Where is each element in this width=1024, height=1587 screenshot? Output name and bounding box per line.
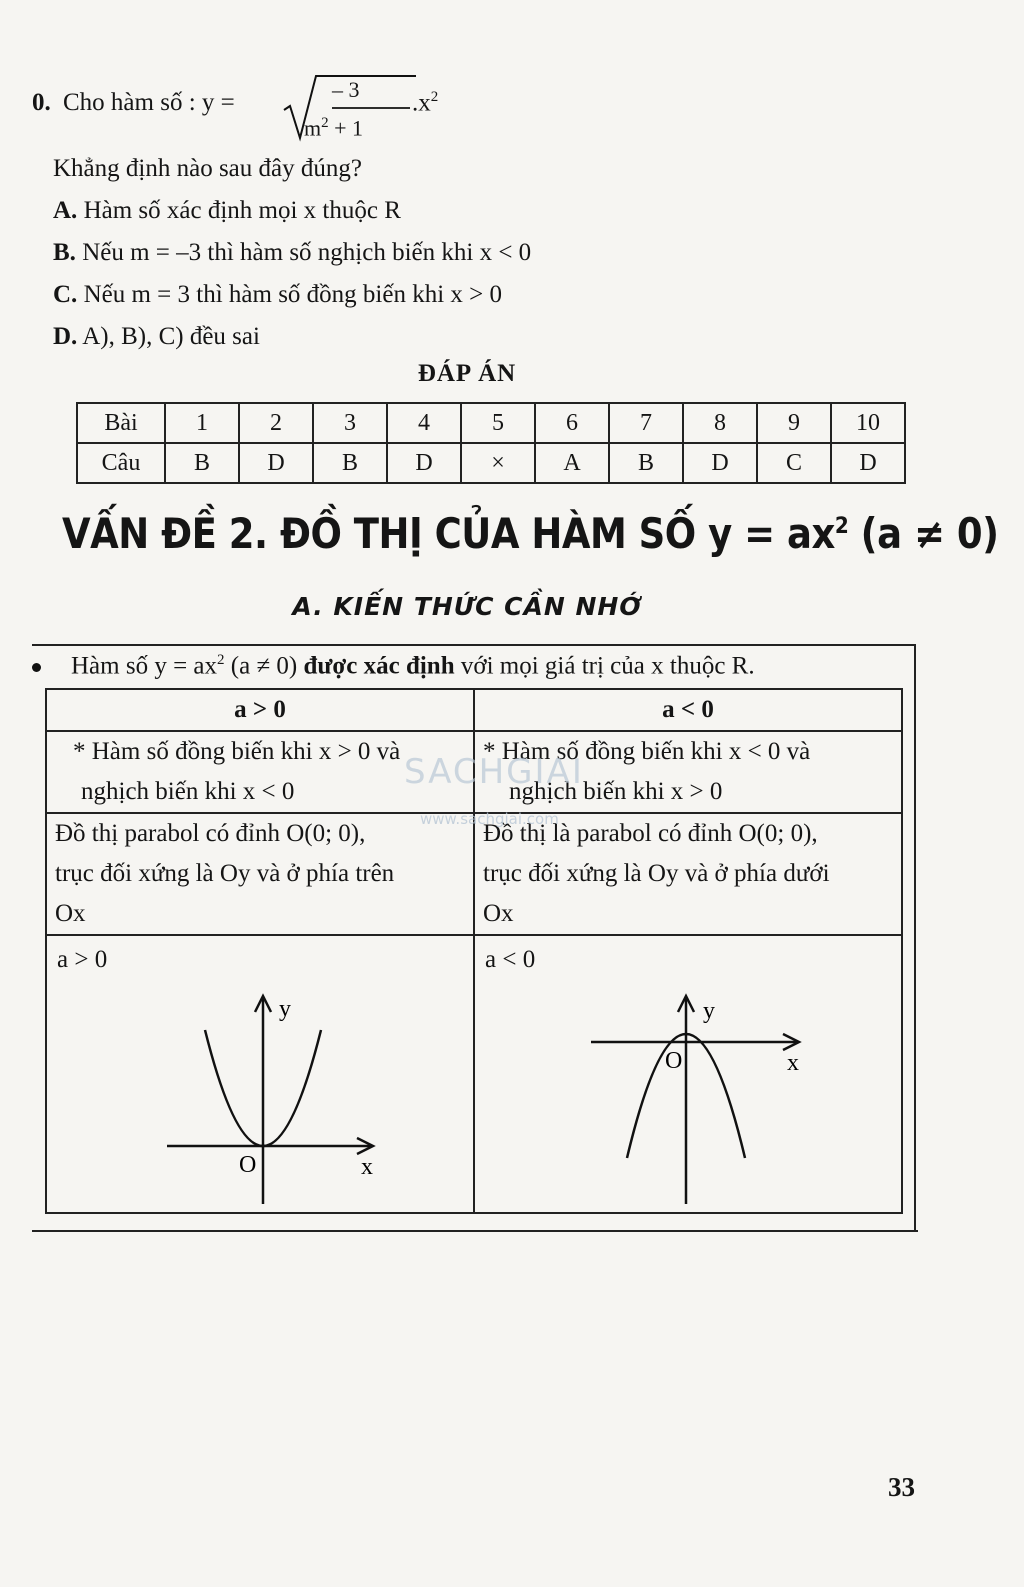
question-header	[32, 72, 452, 147]
section-title: VẤN ĐỀ 2. ĐỒ THỊ CỦA HÀM SỐ $y = ax^2$ (a ≠ 0)	[62, 510, 999, 559]
row-label: Bài	[77, 403, 165, 443]
monotonic-a-negative: * Hàm số đồng biến khi x < 0 và nghịch biến khi x > 0	[474, 731, 902, 813]
case-label: a > 0	[57, 946, 108, 973]
cell: 4	[387, 403, 461, 443]
x-squared: $.x^2$	[412, 89, 439, 117]
option-a: A. Hàm số xác định mọi x thuộc R	[53, 197, 401, 224]
cell: 2	[239, 403, 313, 443]
cell: B	[609, 443, 683, 483]
divider	[32, 1230, 918, 1232]
graph-cell-a-positive	[46, 935, 474, 1213]
x-axis-label: x	[361, 1154, 373, 1180]
cell: ×	[461, 443, 535, 483]
monotonic-a-positive: * Hàm số đồng biến khi x > 0 và nghịch biến khi x < 0	[46, 731, 474, 813]
question-text: Cho hàm số : y =	[63, 89, 235, 116]
bullet-icon	[32, 663, 41, 672]
knowledge-bullet: Hàm số $y = ax^2$ (a ≠ 0) được xác định với mọi giá trị của x thuộc R.	[32, 652, 755, 680]
origin-label: O	[665, 1048, 683, 1074]
graph-desc-a-negative: Đồ thị là parabol có đỉnh O(0; 0), trục đối xứng là Oy và ở phía dưới Ox	[474, 813, 902, 935]
cell: B	[165, 443, 239, 483]
case-label: a < 0	[485, 946, 536, 973]
parabola-up-graph	[47, 936, 475, 1212]
watermark-url: www.sachgiai.com	[420, 810, 559, 828]
row-label: Câu	[77, 443, 165, 483]
cell: 1	[165, 403, 239, 443]
fraction-numerator: – 3	[332, 77, 360, 102]
cell: 6	[535, 403, 609, 443]
cell: 8	[683, 403, 757, 443]
watermark-logo: SACHGIAI	[404, 752, 584, 792]
x-axis-label: x	[787, 1050, 799, 1076]
header-a-negative: a < 0	[474, 689, 902, 731]
question-number: 0.	[32, 89, 51, 116]
option-b: B. Nếu m = –3 thì hàm số nghịch biến khi x < 0	[53, 239, 532, 266]
origin-label: O	[239, 1152, 257, 1178]
cell: 5	[461, 403, 535, 443]
cell: D	[387, 443, 461, 483]
question-prompt: Khẳng định nào sau đây đúng?	[53, 155, 362, 182]
option-d: D. A), B), C) đều sai	[53, 323, 260, 350]
cell: 9	[757, 403, 831, 443]
page-number: 33	[888, 1472, 915, 1502]
cell: A	[535, 443, 609, 483]
cell: C	[757, 443, 831, 483]
parabola-down-graph	[475, 936, 903, 1212]
cell: 7	[609, 403, 683, 443]
graph-desc-a-positive: Đồ thị parabol có đỉnh O(0; 0), trục đối xứng là Oy và ở phía trên Ox	[46, 813, 474, 935]
answer-row-answers	[77, 443, 905, 483]
option-c: C. Nếu m = 3 thì hàm số đồng biến khi x > 0	[53, 281, 503, 308]
answer-key-table	[76, 402, 906, 484]
section-subtitle: A. KIẾN THỨC CẦN NHỚ	[292, 592, 642, 621]
answer-row-numbers	[77, 403, 905, 443]
fraction-denominator: $m^2 + 1$	[304, 115, 364, 141]
y-axis-label: y	[703, 998, 715, 1024]
answer-key-title: ĐÁP ÁN	[417, 360, 517, 387]
cell: 10	[831, 403, 905, 443]
cell: B	[313, 443, 387, 483]
y-axis-label: y	[279, 996, 291, 1022]
cell: D	[831, 443, 905, 483]
graph-cell-a-negative	[474, 935, 902, 1213]
cell: D	[239, 443, 313, 483]
cell: D	[683, 443, 757, 483]
cell: 3	[313, 403, 387, 443]
header-a-positive: a > 0	[46, 689, 474, 731]
